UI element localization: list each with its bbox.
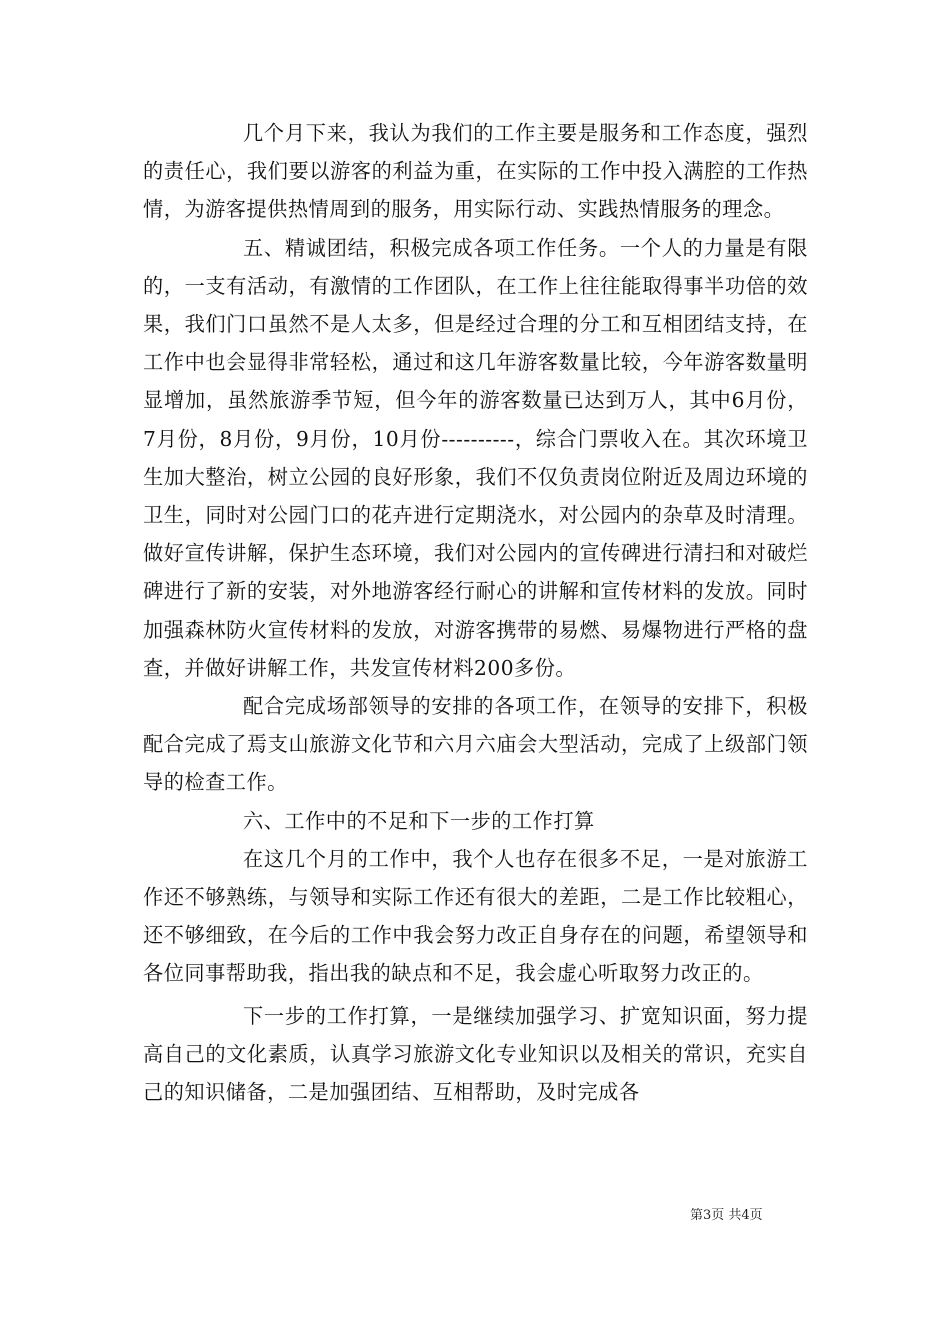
paragraph-shortcomings: 在这几个月的工作中，我个人也存在很多不足，一是对旅游工作还不够熟练，与领导和实际工作还有很大的差距，二是工作比较粗心，还不够细致，在今后的工作中我会努力改正自身存在的问题，希望领导和各位同事帮助我，指出我的缺点和不足，我会虚心听取努力改正的。 (143, 846, 808, 986)
page-number-footer: 第3页 共4页 (690, 1208, 763, 1223)
paragraph-service-attitude: 几个月下来，我认为我们的工作主要是服务和工作态度，强烈的责任心，我们要以游客的利益为重，在实际的工作中投入满腔的工作热情，为游客提供热情周到的服务，用实际行动、实践热情服务的理念。 (143, 121, 808, 222)
paragraph-cooperation: 配合完成场部领导的安排的各项工作，在领导的安排下，积极配合完成了焉支山旅游文化节和六月六庙会大型活动，完成了上级部门领导的检查工作。 (143, 694, 808, 795)
body-text (143, 114, 808, 1111)
paragraph-teamwork: 五、精诚团结，积极完成各项工作任务。一个人的力量是有限的，一支有活动，有激情的工作团队，在工作上往往能取得事半功倍的效果，我们门口虽然不是人太多，但是经过合理的分工和互相团结支持，在工作中也会显得非常轻松，通过和这几年游客数量比较，今年游客数量明显增加，虽然旅游季节短，但今年的游客数量已达到万人，其中6月份，7月份，8月份，9月份，10月份----------，综合门票收入在。其次环境卫生加大整治，树立公园的良好形象，我们不仅负责岗位附近及周边环境的卫生，同时对公园门口的花卉进行定期浇水，对公园内的杂草及时清理。做好宣传讲解，保护生态环境，我们对公园内的宣传碑进行清扫和对破烂碑进行了新的安装，对外地游客经行耐心的讲解和宣传材料的发放。同时加强森林防火宣传材料的发放，对游客携带的易燃、易爆物进行严格的盘查，并做好讲解工作，共发宣传材料200多份。 (143, 235, 808, 680)
section-heading-shortcomings: 六、工作中的不足和下一步的工作打算 (243, 808, 595, 833)
paragraph-next-plan: 下一步的工作打算，一是继续加强学习、扩宽知识面，努力提高自己的文化素质，认真学习旅游文化专业知识以及相关的常识，充实自己的知识储备，二是加强团结、互相帮助，及时完成各 (143, 1003, 808, 1105)
